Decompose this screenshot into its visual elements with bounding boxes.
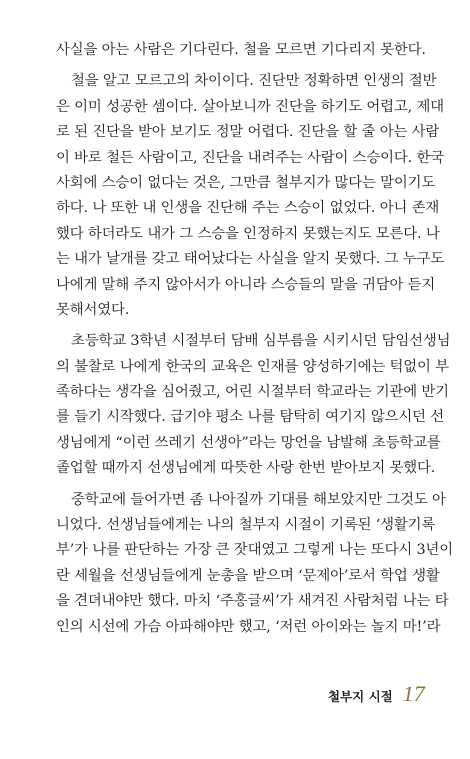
- page-footer: [328, 681, 425, 707]
- paragraph: [56, 69, 445, 323]
- text-line: 부’가 나를 판단하는 가장 큰 잣대였고 그렇게 나는 또다시 3년이: [56, 542, 454, 559]
- text-line: 초등학교 3학년 시절부터 담배 심부름을 시키시던 담임선생님: [71, 333, 451, 350]
- paragraph: [56, 38, 427, 63]
- text-line: 을 견뎌내야만 했다. 마치 ‘주홍글씨’가 새겨진 사람처럼 나는 타: [56, 593, 449, 610]
- text-line: 이 바로 철든 사람이고, 진단을 내려주는 사람이 스승이다. 한국: [56, 149, 445, 166]
- text-line: 란 세월을 선생님들에게 눈총을 받으며 ‘문제아’로서 학업 생활: [56, 567, 440, 584]
- text-line: 중학교에 들어가면 좀 나아질까 기대를 해보았지만 그것도 아: [71, 491, 446, 508]
- text-line: 사실을 아는 사람은 기다린다. 철을 모르면 기다리지 못한다.: [56, 42, 426, 58]
- running-head: 철부지 시절: [328, 689, 393, 704]
- paragraph: [56, 329, 451, 481]
- text-line: 족하다는 생각을 심어줬고, 어린 시절부터 학교라는 기관에 반기: [56, 384, 449, 401]
- page-body: [56, 38, 454, 640]
- text-line: 는 내가 날개를 갖고 태어났다는 사실을 알지 못했다. 그 누구도: [56, 251, 445, 268]
- text-line: 나에게 말해 주지 않아서가 아니라 스승들의 말을 귀담아 듣지: [56, 276, 436, 293]
- text-line: 니었다. 선생님들에게는 나의 철부지 시절이 기록된 ‘생활기록: [56, 517, 436, 534]
- text-line: 하다. 나 또한 내 인생을 진단해 주는 스승이 없었다. 아니 존재: [56, 200, 440, 217]
- text-line: 인의 시선에 가슴 아파해야만 했고, ‘저런 아이와는 놀지 마!’라: [56, 618, 441, 635]
- text-line: 철을 알고 모르고의 차이이다. 진단만 정확하면 인생의 절반: [71, 73, 437, 90]
- text-line: 했다 하더라도 내가 그 스승을 인정하지 못했는지도 모른다. 나: [56, 225, 440, 242]
- text-line: 를 들기 시작했다. 급기야 평소 나를 탐탁히 여기지 않으시던 선: [56, 409, 445, 426]
- paragraph: [56, 488, 454, 640]
- page-number: 17: [402, 681, 425, 706]
- text-line: 의 불찰로 나에게 한국의 교육은 인재를 양성하기에는 턱없이 부: [56, 358, 449, 375]
- text-line: 사회에 스승이 없다는 것은, 그만큼 철부지가 많다는 말이기도: [56, 174, 436, 191]
- text-line: 로 된 진단을 받아 보기도 정말 어렵다. 진단을 할 줄 아는 사람: [56, 124, 440, 141]
- text-line: 은 이미 성공한 셈이다. 살아보니까 진단을 하기도 어렵고, 제대: [56, 98, 445, 115]
- text-line: 졸업할 때까지 선생님에게 따뜻한 사랑 한번 받아보지 못했다.: [56, 460, 436, 477]
- text-line: 못해서였다.: [56, 301, 130, 318]
- text-line: 생님에게 “이런 쓰레기 선생아”라는 망언을 남발해 초등학교를: [56, 434, 441, 451]
